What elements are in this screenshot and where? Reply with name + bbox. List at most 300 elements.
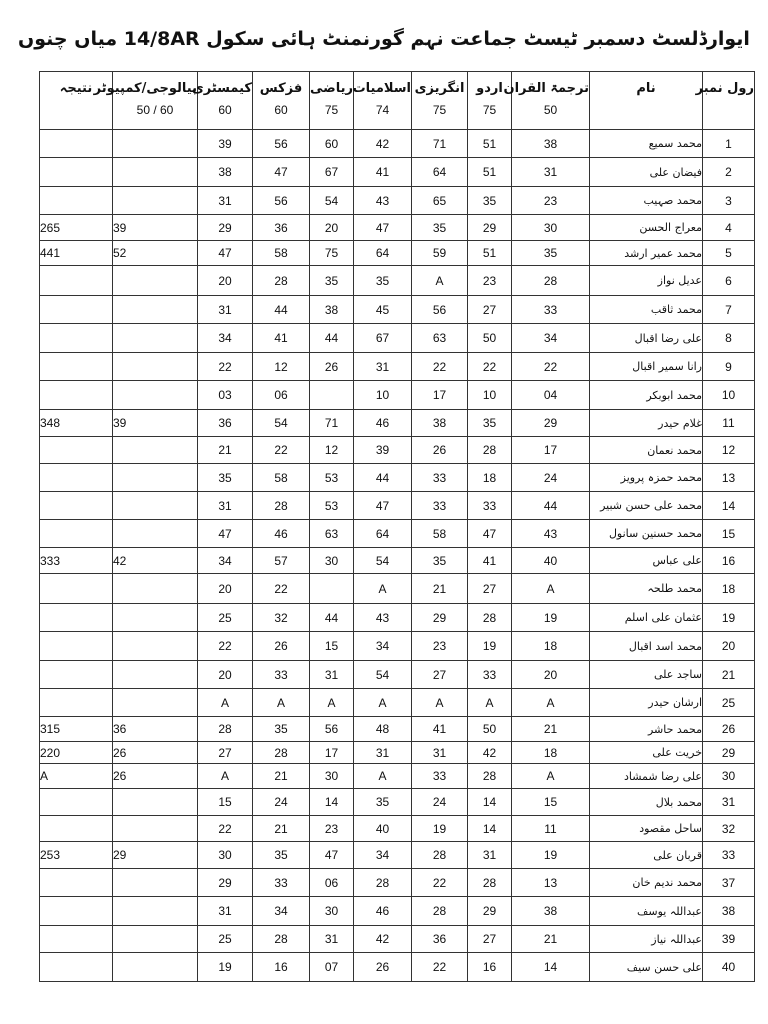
cell-islamiat: 64 [354,241,412,266]
cell-name: علی عباس [590,548,703,574]
cell-urdu: 33 [468,661,512,689]
cell-english: 21 [412,574,468,604]
cell-bio: 52 [113,241,198,266]
cell-chemistry: 20 [198,661,253,689]
cell-quran: A [512,574,590,604]
cell-math: 44 [310,324,354,353]
cell-physics: 35 [253,717,310,742]
cell-islamiat: 42 [354,926,412,953]
cell-urdu: 27 [468,574,512,604]
cell-quran: 30 [512,215,590,241]
cell-chemistry: 22 [198,632,253,661]
cell-islamiat: A [354,574,412,604]
cell-math: 60 [310,130,354,158]
cell-urdu: 16 [468,953,512,982]
cell-physics: 36 [253,215,310,241]
cell-urdu: 23 [468,266,512,296]
cell-urdu: 51 [468,130,512,158]
cell-math: 63 [310,520,354,548]
cell-math [310,574,354,604]
cell-islamiat: 31 [354,353,412,381]
cell-physics: 21 [253,816,310,842]
cell-name: محمد ندیم خان [590,869,703,897]
cell-name: محمد حمزہ پرویز [590,464,703,492]
cell-bio [113,324,198,353]
cell-english: 22 [412,353,468,381]
cell-bio: 26 [113,764,198,789]
header-chemistry: کیمسٹری 60 [198,72,253,130]
cell-result: 348 [40,410,113,437]
cell-english: 19 [412,816,468,842]
cell-physics: 33 [253,661,310,689]
cell-result [40,492,113,520]
cell-name: ارشان حیدر [590,689,703,717]
cell-roll: 9 [703,353,755,381]
cell-roll: 2 [703,158,755,187]
cell-result [40,437,113,464]
max-marks: 50 / 60 [136,103,174,117]
cell-quran: 31 [512,158,590,187]
cell-english: 65 [412,187,468,215]
cell-math: 75 [310,241,354,266]
cell-math [310,381,354,410]
cell-name: خریت علی [590,742,703,764]
cell-bio [113,381,198,410]
table-row [40,381,755,410]
cell-name: علی رضا اقبال [590,324,703,353]
cell-chemistry: 31 [198,296,253,324]
cell-urdu: 29 [468,215,512,241]
cell-name: علی رضا شمشاد [590,764,703,789]
table-row [40,926,755,953]
table-row [40,953,755,982]
table-row [40,437,755,464]
cell-english: 63 [412,324,468,353]
cell-urdu: 22 [468,353,512,381]
table-body [40,130,755,982]
cell-islamiat: 34 [354,842,412,869]
cell-islamiat: 48 [354,717,412,742]
cell-english: 29 [412,604,468,632]
cell-roll: 29 [703,742,755,764]
cell-chemistry: 22 [198,353,253,381]
cell-quran: 33 [512,296,590,324]
cell-chemistry: 31 [198,897,253,926]
table-row [40,742,755,764]
cell-quran: 19 [512,842,590,869]
cell-english: 24 [412,789,468,816]
cell-english: 33 [412,764,468,789]
award-list-table [39,71,755,982]
cell-urdu: 10 [468,381,512,410]
cell-bio: 29 [113,842,198,869]
cell-name: محمد سمیع [590,130,703,158]
cell-physics: 28 [253,742,310,764]
cell-result [40,869,113,897]
cell-islamiat: 41 [354,158,412,187]
cell-quran: 34 [512,324,590,353]
cell-urdu: 19 [468,632,512,661]
cell-islamiat: 44 [354,464,412,492]
table-row [40,241,755,266]
cell-islamiat: 35 [354,789,412,816]
cell-name: ساجد علی [590,661,703,689]
cell-quran: 44 [512,492,590,520]
max-marks: 75 [482,103,497,117]
header-roll: رول نمبر [703,72,755,130]
cell-chemistry: 20 [198,574,253,604]
cell-english: 33 [412,464,468,492]
cell-chemistry: 25 [198,604,253,632]
cell-english: 71 [412,130,468,158]
cell-result: 265 [40,215,113,241]
cell-math: 20 [310,215,354,241]
cell-islamiat: 42 [354,130,412,158]
cell-english: 22 [412,869,468,897]
cell-bio [113,492,198,520]
cell-result [40,266,113,296]
cell-urdu: 31 [468,842,512,869]
cell-math: 17 [310,742,354,764]
cell-urdu: 28 [468,604,512,632]
cell-urdu: 33 [468,492,512,520]
cell-urdu: 28 [468,869,512,897]
cell-bio: 26 [113,742,198,764]
header-row [40,72,755,130]
cell-english: 35 [412,215,468,241]
cell-islamiat: 47 [354,492,412,520]
cell-islamiat: 10 [354,381,412,410]
cell-math: 26 [310,353,354,381]
cell-bio: 42 [113,548,198,574]
cell-bio [113,926,198,953]
cell-result [40,296,113,324]
cell-quran: A [512,689,590,717]
table-row [40,574,755,604]
cell-quran: 19 [512,604,590,632]
cell-english: 36 [412,926,468,953]
cell-roll: 38 [703,897,755,926]
cell-roll: 16 [703,548,755,574]
cell-math: 53 [310,464,354,492]
cell-islamiat: 31 [354,742,412,764]
cell-roll: 30 [703,764,755,789]
cell-name: عدیل نواز [590,266,703,296]
cell-physics: 46 [253,520,310,548]
cell-urdu: 51 [468,241,512,266]
cell-physics: 28 [253,492,310,520]
cell-bio [113,574,198,604]
cell-physics: 57 [253,548,310,574]
cell-result [40,158,113,187]
cell-roll: 21 [703,661,755,689]
cell-islamiat: 28 [354,869,412,897]
cell-physics: 56 [253,187,310,215]
cell-english: 58 [412,520,468,548]
cell-bio [113,266,198,296]
cell-english: 28 [412,897,468,926]
cell-roll: 8 [703,324,755,353]
cell-roll: 1 [703,130,755,158]
table-row [40,324,755,353]
cell-urdu: 50 [468,717,512,742]
cell-physics: 26 [253,632,310,661]
cell-islamiat: 39 [354,437,412,464]
cell-chemistry: 35 [198,464,253,492]
cell-chemistry: 47 [198,520,253,548]
cell-result [40,464,113,492]
cell-roll: 39 [703,926,755,953]
table-row [40,520,755,548]
cell-chemistry: 47 [198,241,253,266]
cell-islamiat: A [354,689,412,717]
cell-name: محمد بلال [590,789,703,816]
cell-math: 56 [310,717,354,742]
cell-islamiat: 35 [354,266,412,296]
cell-physics: 56 [253,130,310,158]
cell-roll: 31 [703,789,755,816]
cell-physics: 28 [253,926,310,953]
cell-bio [113,661,198,689]
cell-name: محمد ثاقب [590,296,703,324]
cell-roll: 40 [703,953,755,982]
cell-bio [113,632,198,661]
cell-bio [113,689,198,717]
cell-bio [113,897,198,926]
cell-chemistry: 28 [198,717,253,742]
cell-result [40,130,113,158]
cell-roll: 15 [703,520,755,548]
cell-math: 71 [310,410,354,437]
table-row [40,632,755,661]
cell-result [40,574,113,604]
cell-quran: 18 [512,742,590,764]
cell-name: علی حسن سیف [590,953,703,982]
table-row [40,353,755,381]
table-row [40,842,755,869]
table-row [40,689,755,717]
cell-physics: 54 [253,410,310,437]
cell-islamiat: A [354,764,412,789]
cell-roll: 6 [703,266,755,296]
cell-physics: 34 [253,897,310,926]
table-row [40,492,755,520]
header-quran: ترجمۃ القران 50 [512,72,590,130]
cell-chemistry: 27 [198,742,253,764]
cell-quran: 14 [512,953,590,982]
cell-islamiat: 43 [354,604,412,632]
cell-islamiat: 40 [354,816,412,842]
cell-result [40,632,113,661]
cell-quran: 22 [512,353,590,381]
cell-result [40,689,113,717]
cell-name: عثمان علی اسلم [590,604,703,632]
cell-urdu: 35 [468,410,512,437]
table-row [40,464,755,492]
cell-math: 47 [310,842,354,869]
cell-physics: 32 [253,604,310,632]
cell-math: 06 [310,869,354,897]
cell-roll: 33 [703,842,755,869]
max-marks: 60 [218,103,232,117]
cell-islamiat: 43 [354,187,412,215]
cell-islamiat: 34 [354,632,412,661]
cell-urdu: 47 [468,520,512,548]
table-row [40,816,755,842]
cell-bio [113,816,198,842]
cell-english: 27 [412,661,468,689]
cell-result: 333 [40,548,113,574]
cell-roll: 32 [703,816,755,842]
cell-name: غلام حیدر [590,410,703,437]
cell-result [40,381,113,410]
cell-result [40,789,113,816]
cell-quran: 18 [512,632,590,661]
cell-quran: 40 [512,548,590,574]
cell-quran: 11 [512,816,590,842]
cell-english: 23 [412,632,468,661]
cell-urdu: 27 [468,296,512,324]
cell-math: 30 [310,548,354,574]
cell-quran: 38 [512,897,590,926]
cell-math: 44 [310,604,354,632]
cell-name: عبداللہ یوسف [590,897,703,926]
cell-physics: 22 [253,574,310,604]
cell-english: 28 [412,842,468,869]
cell-quran: 35 [512,241,590,266]
cell-math: 23 [310,816,354,842]
table-row [40,130,755,158]
cell-quran: 43 [512,520,590,548]
table-row [40,187,755,215]
cell-result: 315 [40,717,113,742]
cell-math: 31 [310,926,354,953]
cell-roll: 18 [703,574,755,604]
cell-name: محمد علی حسن شبیر [590,492,703,520]
max-marks: 75 [432,103,447,117]
cell-chemistry: A [198,689,253,717]
cell-name: محمد ابوبکر [590,381,703,410]
cell-islamiat: 54 [354,548,412,574]
cell-name: محمد صہیب [590,187,703,215]
cell-islamiat: 54 [354,661,412,689]
header-english: انگریزی 75 [412,72,468,130]
cell-chemistry: 31 [198,492,253,520]
cell-result [40,353,113,381]
cell-roll: 26 [703,717,755,742]
cell-chemistry: 29 [198,215,253,241]
table-row [40,789,755,816]
cell-roll: 11 [703,410,755,437]
cell-chemistry: 29 [198,869,253,897]
cell-chemistry: 22 [198,816,253,842]
table-row [40,266,755,296]
cell-chemistry: 25 [198,926,253,953]
cell-roll: 25 [703,689,755,717]
cell-quran: 23 [512,187,590,215]
cell-name: معراج الحسن [590,215,703,241]
table-row [40,410,755,437]
cell-bio: 36 [113,717,198,742]
cell-quran: 29 [512,410,590,437]
cell-english: 59 [412,241,468,266]
cell-bio [113,464,198,492]
table-row [40,661,755,689]
header-physics: فزکس 60 [253,72,310,130]
max-marks: 60 [274,103,288,117]
cell-quran: 13 [512,869,590,897]
cell-quran: 24 [512,464,590,492]
cell-name: محمد حسنین سانول [590,520,703,548]
cell-math: 14 [310,789,354,816]
cell-result [40,897,113,926]
cell-chemistry: 30 [198,842,253,869]
cell-english: 33 [412,492,468,520]
cell-result: 220 [40,742,113,764]
cell-bio [113,520,198,548]
cell-result [40,324,113,353]
cell-physics: A [253,689,310,717]
cell-roll: 20 [703,632,755,661]
cell-math: 15 [310,632,354,661]
header-result: نتیجہ [40,72,113,130]
cell-result [40,926,113,953]
cell-physics: 44 [253,296,310,324]
cell-urdu: 14 [468,816,512,842]
cell-urdu: A [468,689,512,717]
cell-result [40,661,113,689]
cell-name: فیضان علی [590,158,703,187]
header-name: نام [590,72,703,130]
cell-physics: 28 [253,266,310,296]
cell-roll: 14 [703,492,755,520]
cell-urdu: 29 [468,897,512,926]
cell-urdu: 35 [468,187,512,215]
cell-chemistry: 38 [198,158,253,187]
cell-quran: 15 [512,789,590,816]
cell-quran: 28 [512,266,590,296]
max-marks: 75 [324,103,339,117]
cell-roll: 4 [703,215,755,241]
header-islamiat: اسلامیات 74 [354,72,412,130]
cell-chemistry: 20 [198,266,253,296]
cell-bio [113,437,198,464]
header-bio: بیالوجی/کمپیوٹر 50 / 60 [113,72,198,130]
page-title: ایوارڈلسٹ دسمبر ٹیسٹ جماعت نہم گورنمنٹ ہائی سکول 14/8AR میاں چنوں [18,28,750,50]
cell-bio [113,953,198,982]
cell-result: A [40,764,113,789]
cell-urdu: 28 [468,437,512,464]
cell-english: 41 [412,717,468,742]
cell-name: محمد عمیر ارشد [590,241,703,266]
cell-quran: 04 [512,381,590,410]
cell-urdu: 27 [468,926,512,953]
table-row [40,897,755,926]
cell-name: محمد حاشر [590,717,703,742]
table-row [40,869,755,897]
cell-islamiat: 26 [354,953,412,982]
cell-english: 38 [412,410,468,437]
cell-urdu: 28 [468,764,512,789]
cell-roll: 3 [703,187,755,215]
cell-bio: 39 [113,215,198,241]
cell-name: محمد طلحہ [590,574,703,604]
cell-chemistry: 19 [198,953,253,982]
cell-bio [113,158,198,187]
cell-bio [113,789,198,816]
cell-name: عبداللہ نیاز [590,926,703,953]
cell-islamiat: 67 [354,324,412,353]
